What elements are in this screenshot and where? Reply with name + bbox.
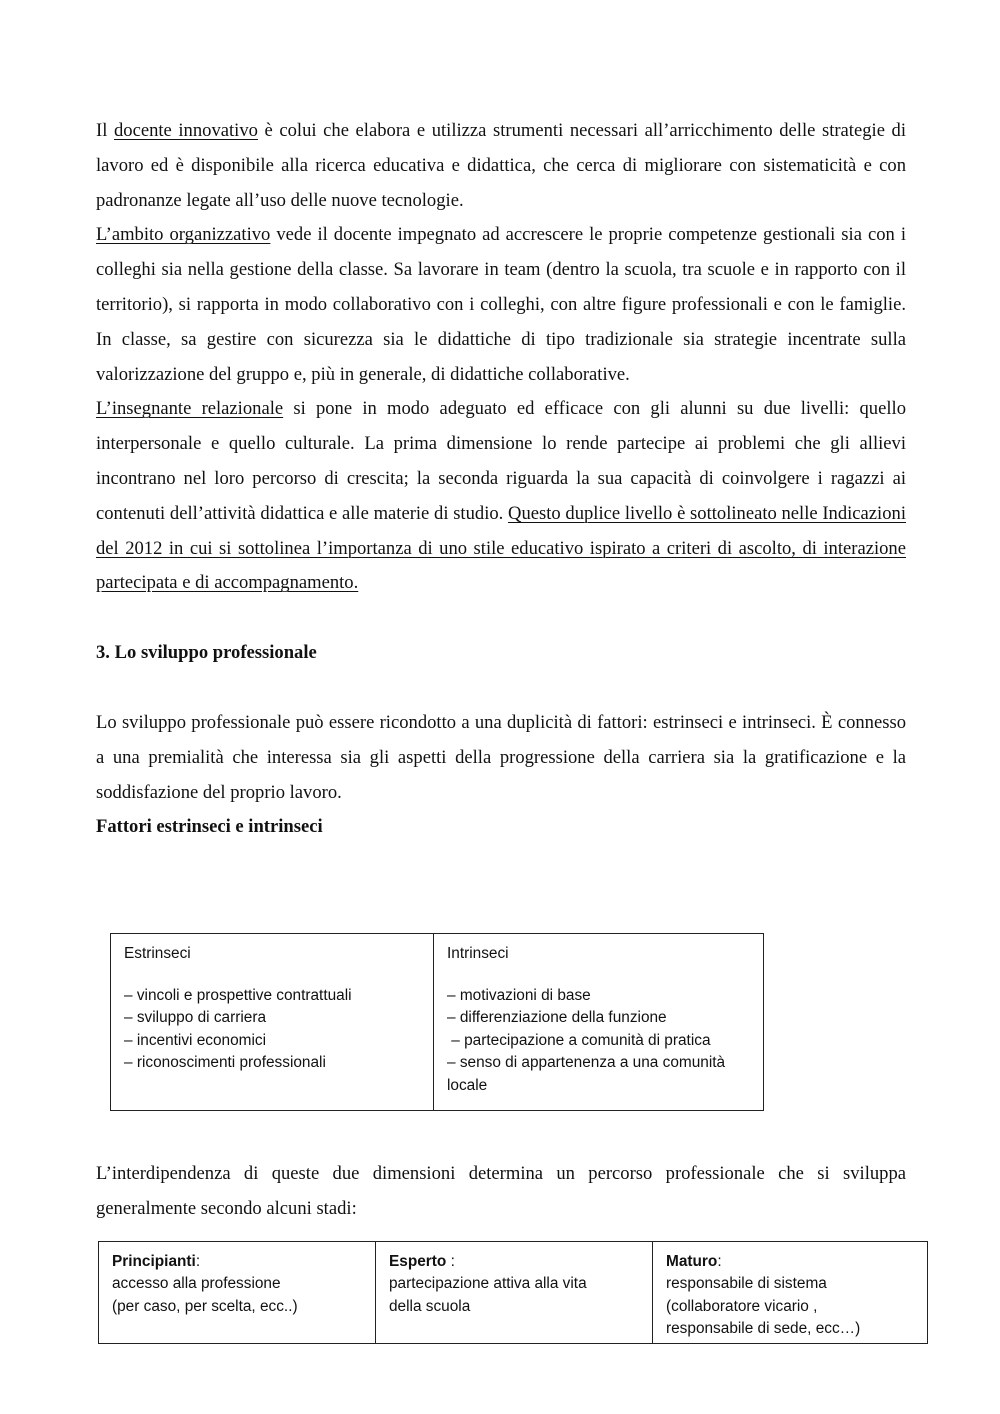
stage-name: Esperto: [389, 1253, 447, 1270]
factors-table: [110, 933, 764, 1111]
paragraph-insegnante-relazionale: [96, 392, 906, 601]
stage-name: Maturo: [666, 1253, 718, 1270]
stage-cell-esperto: [376, 1242, 653, 1344]
stage-separator: :: [195, 1253, 201, 1270]
stage-line: (per caso, per scelta, ecc..): [112, 1297, 298, 1315]
factors-heading: Fattori estrinseci e intrinseci: [96, 816, 323, 838]
paragraph-text: è colui che elabora e utilizza strumenti necessari all’arricchimento delle strategie di lavoro ed è disponibile alla ricerca educativa e didattica, che cerca di migliorare con sistematicità e con padronanze legate all’uso delle nuove tecnologie.: [96, 120, 907, 211]
intrinsic-item: locale: [447, 1076, 488, 1094]
intrinsic-item: – senso di appartenenza a una comunità: [447, 1054, 726, 1072]
intrinsic-head: Intrinseci: [447, 945, 509, 962]
paragraph-docente-innovativo: [96, 114, 906, 218]
stage-line: (collaboratore vicario ,: [666, 1297, 818, 1315]
underlined-term: L’insegnante relazionale: [96, 398, 284, 420]
stage-line: partecipazione attiva alla vita: [389, 1275, 587, 1293]
paragraph-text: si pone in modo adeguato ed efficace con gli alunni su due livelli: quello interpersonale e quello culturale. La prima dimensione lo rende partecipe ai problemi che gli allievi incontrano nel loro percorso di crescita; la seconda riguarda la sua capacità di coinvolgere i ragazzi ai contenuti dell’attività didattica e alle materie di studio.: [96, 398, 906, 524]
stage-name: Principianti: [112, 1253, 196, 1270]
document-body-lower: [96, 1157, 906, 1227]
intrinsic-item: – partecipazione a comunità di pratica: [447, 1031, 711, 1049]
paragraph-text: Il: [96, 120, 114, 141]
paragraph-sviluppo: Lo sviluppo professionale può essere ricondotto a una duplicità di fattori: estrinseci e intrinseci. È connesso a una premialità che interessa sia gli aspetti della progressione della carriera sia la gratificazione e la soddisfazione del proprio lavoro.: [96, 711, 906, 803]
extrinsic-item: – sviluppo di carriera: [124, 1009, 267, 1027]
extrinsic-item: – riconoscimenti professionali: [124, 1054, 326, 1072]
stage-separator: :: [717, 1253, 722, 1270]
stage-separator: :: [446, 1253, 455, 1270]
stage-cell-principianti: [99, 1242, 376, 1344]
stage-line: accesso alla professione: [112, 1275, 281, 1293]
paragraph-interdipendenza: L’interdipendenza di queste due dimensioni determina un percorso professionale che si sviluppa generalmente secondo alcuni stadi:: [96, 1163, 906, 1219]
underlined-term: L’ambito organizzativo: [96, 224, 271, 246]
stage-line: responsabile di sistema: [666, 1275, 827, 1293]
extrinsic-cell: [111, 934, 434, 1111]
document-body: [96, 114, 906, 845]
extrinsic-head: Estrinseci: [124, 945, 191, 962]
underlined-sentence: Questo duplice livello è sottolineato nelle Indicazioni del 2012 in cui si sottolinea l’importanza di uno stile educativo ispirato a criteri di ascolto, di interazione partecipata e di accompagnamento.: [96, 502, 906, 594]
extrinsic-item: – vincoli e prospettive contrattuali: [124, 986, 352, 1004]
extrinsic-item: – incentivi economici: [124, 1031, 267, 1049]
section-heading: 3. Lo sviluppo professionale: [96, 642, 317, 664]
paragraph-text: vede il docente impegnato ad accrescere le proprie competenze gestionali sia con i colleghi sia nella gestione della classe. Sa lavorare in team (dentro la scuola, tra scuole e in rapporto con il territorio), si rapporta in modo collaborativo con i colleghi, con altre figure professionali e con le famiglie. In classe, sa gestire con sicurezza sia le didattiche di tipo tradizionale sia strategie incentrate sulla valorizzazione del gruppo e, più in generale, di didattiche collaborative.: [96, 224, 906, 385]
intrinsic-item: – motivazioni di base: [447, 986, 591, 1004]
intrinsic-cell: [434, 934, 764, 1111]
stage-line: della scuola: [389, 1297, 471, 1315]
stages-table: [98, 1241, 928, 1344]
stage-line: responsabile di sede, ecc…): [666, 1320, 861, 1338]
stage-cell-maturo: [653, 1242, 928, 1344]
underlined-term: docente innovativo: [113, 120, 258, 141]
paragraph-ambito-organizzativo: [96, 218, 906, 392]
intrinsic-item: – differenziazione della funzione: [447, 1009, 667, 1027]
